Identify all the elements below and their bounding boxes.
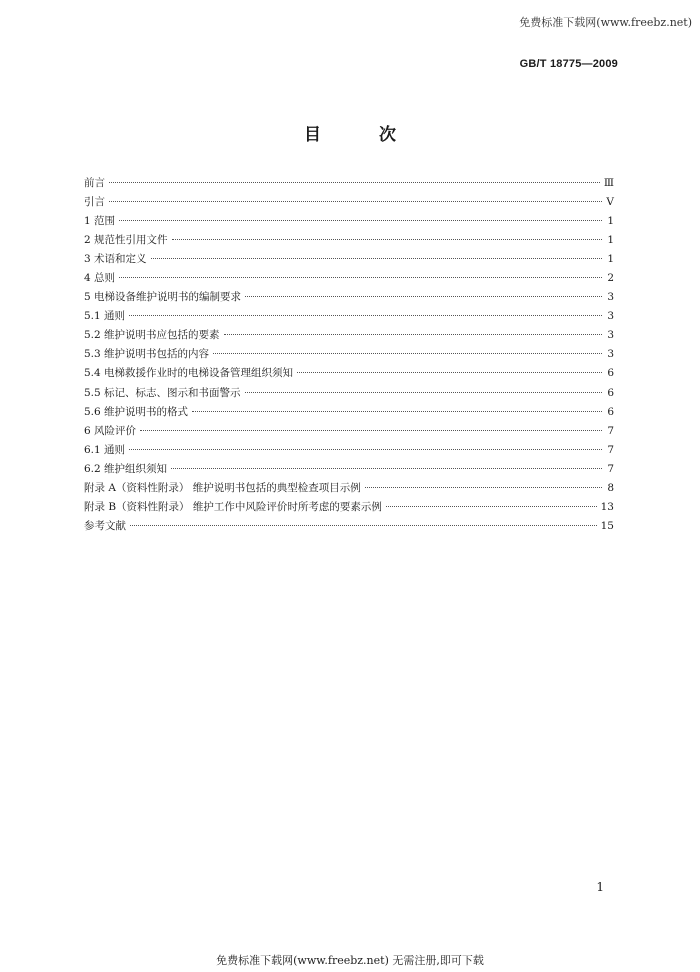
toc-entry-label: 5.5 标记、标志、图示和书面警示 [84, 386, 241, 399]
toc-entry-page: 1 [607, 234, 614, 247]
toc-entry-page: 7 [607, 443, 614, 456]
toc-entry[interactable] [84, 422, 614, 441]
toc-entry-page: Ⅲ [603, 177, 614, 189]
table-of-contents [84, 174, 614, 536]
bottom-watermark: 免费标准下载网(www.freebz.net) 无需注册,即可下载 [216, 954, 484, 967]
toc-entry-label: 5.1 通则 [84, 310, 126, 323]
toc-entry-label: 4 总则 [84, 272, 116, 285]
toc-entry[interactable] [84, 250, 614, 269]
toc-entry-label: 参考文献 [84, 519, 126, 532]
toc-entry-page: 13 [600, 500, 614, 513]
toc-entry[interactable] [84, 193, 614, 212]
toc-entry-page: 3 [607, 291, 614, 304]
toc-entry-page: 3 [607, 310, 614, 323]
toc-dot-leader [130, 524, 597, 526]
toc-dot-leader [119, 219, 602, 221]
toc-entry-label: 2 规范性引用文件 [84, 234, 168, 247]
toc-entry-page: 1 [607, 215, 614, 228]
toc-dot-leader [386, 505, 597, 507]
toc-entry[interactable] [84, 479, 614, 498]
toc-dot-leader [129, 448, 602, 450]
toc-dot-leader [213, 352, 602, 354]
toc-dot-leader [297, 371, 602, 373]
toc-entry-label: 引言 [84, 196, 105, 209]
toc-entry-page: 8 [607, 481, 614, 494]
toc-dot-leader [224, 333, 602, 335]
toc-dot-leader [109, 200, 602, 202]
toc-dot-leader [245, 295, 602, 297]
toc-entry-label: 5.4 电梯救援作业时的电梯设备管理组织须知 [84, 367, 294, 380]
toc-entry-page: 7 [607, 462, 614, 475]
toc-dot-leader [109, 181, 600, 183]
toc-dot-leader [151, 257, 602, 259]
toc-entry-page: 2 [607, 272, 614, 285]
toc-entry-label: 3 术语和定义 [84, 253, 147, 266]
toc-dot-leader [172, 238, 602, 240]
toc-entry-page: 6 [607, 405, 614, 418]
toc-dot-leader [171, 467, 602, 469]
toc-entry-page: 6 [607, 367, 614, 380]
toc-entry[interactable] [84, 288, 614, 307]
toc-entry-label: 1 范围 [84, 215, 116, 228]
toc-entry-label: 6 风险评价 [84, 424, 137, 437]
toc-entry[interactable] [84, 441, 614, 460]
toc-dot-leader [129, 314, 602, 316]
toc-entry[interactable] [84, 269, 614, 288]
toc-entry[interactable] [84, 345, 614, 364]
toc-entry[interactable] [84, 231, 614, 250]
toc-entry-label: 附录 A（资料性附录） 维护说明书包括的典型检查项目示例 [84, 481, 361, 494]
toc-entry-page: 7 [607, 424, 614, 437]
toc-entry[interactable] [84, 326, 614, 345]
toc-entry[interactable] [84, 307, 614, 326]
toc-entry[interactable] [84, 212, 614, 231]
top-watermark: 免费标准下载网(www.freebz.net) [519, 16, 692, 29]
toc-entry-page: 3 [607, 348, 614, 361]
toc-entry[interactable] [84, 498, 614, 517]
toc-entry[interactable] [84, 460, 614, 479]
toc-entry-label: 5 电梯设备维护说明书的编制要求 [84, 291, 242, 304]
toc-entry-page: 3 [607, 329, 614, 342]
page-title: 目 次 [304, 125, 422, 145]
toc-entry[interactable] [84, 364, 614, 383]
page-number: 1 [596, 880, 604, 894]
toc-entry[interactable] [84, 517, 614, 536]
toc-dot-leader [119, 276, 602, 278]
toc-entry-label: 6.1 通则 [84, 443, 126, 456]
toc-entry-page: 6 [607, 386, 614, 399]
toc-dot-leader [192, 410, 602, 412]
toc-dot-leader [140, 429, 602, 431]
toc-entry-page: 15 [600, 519, 614, 532]
toc-entry[interactable] [84, 174, 614, 193]
toc-entry-label: 5.2 维护说明书应包括的要素 [84, 329, 220, 342]
toc-entry[interactable] [84, 384, 614, 403]
toc-dot-leader [365, 486, 602, 488]
toc-entry-page: 1 [607, 253, 614, 266]
standard-number: GB/T 18775—2009 [519, 58, 618, 70]
toc-entry-label: 前言 [84, 177, 105, 189]
toc-entry-label: 5.3 维护说明书包括的内容 [84, 348, 210, 361]
toc-entry-label: 6.2 维护组织须知 [84, 462, 168, 475]
toc-entry-label: 5.6 维护说明书的格式 [84, 405, 189, 418]
toc-entry-label: 附录 B（资料性附录） 维护工作中风险评价时所考虑的要素示例 [84, 500, 382, 513]
toc-dot-leader [245, 391, 602, 393]
toc-entry[interactable] [84, 403, 614, 422]
toc-entry-page: Ⅴ [606, 196, 614, 209]
